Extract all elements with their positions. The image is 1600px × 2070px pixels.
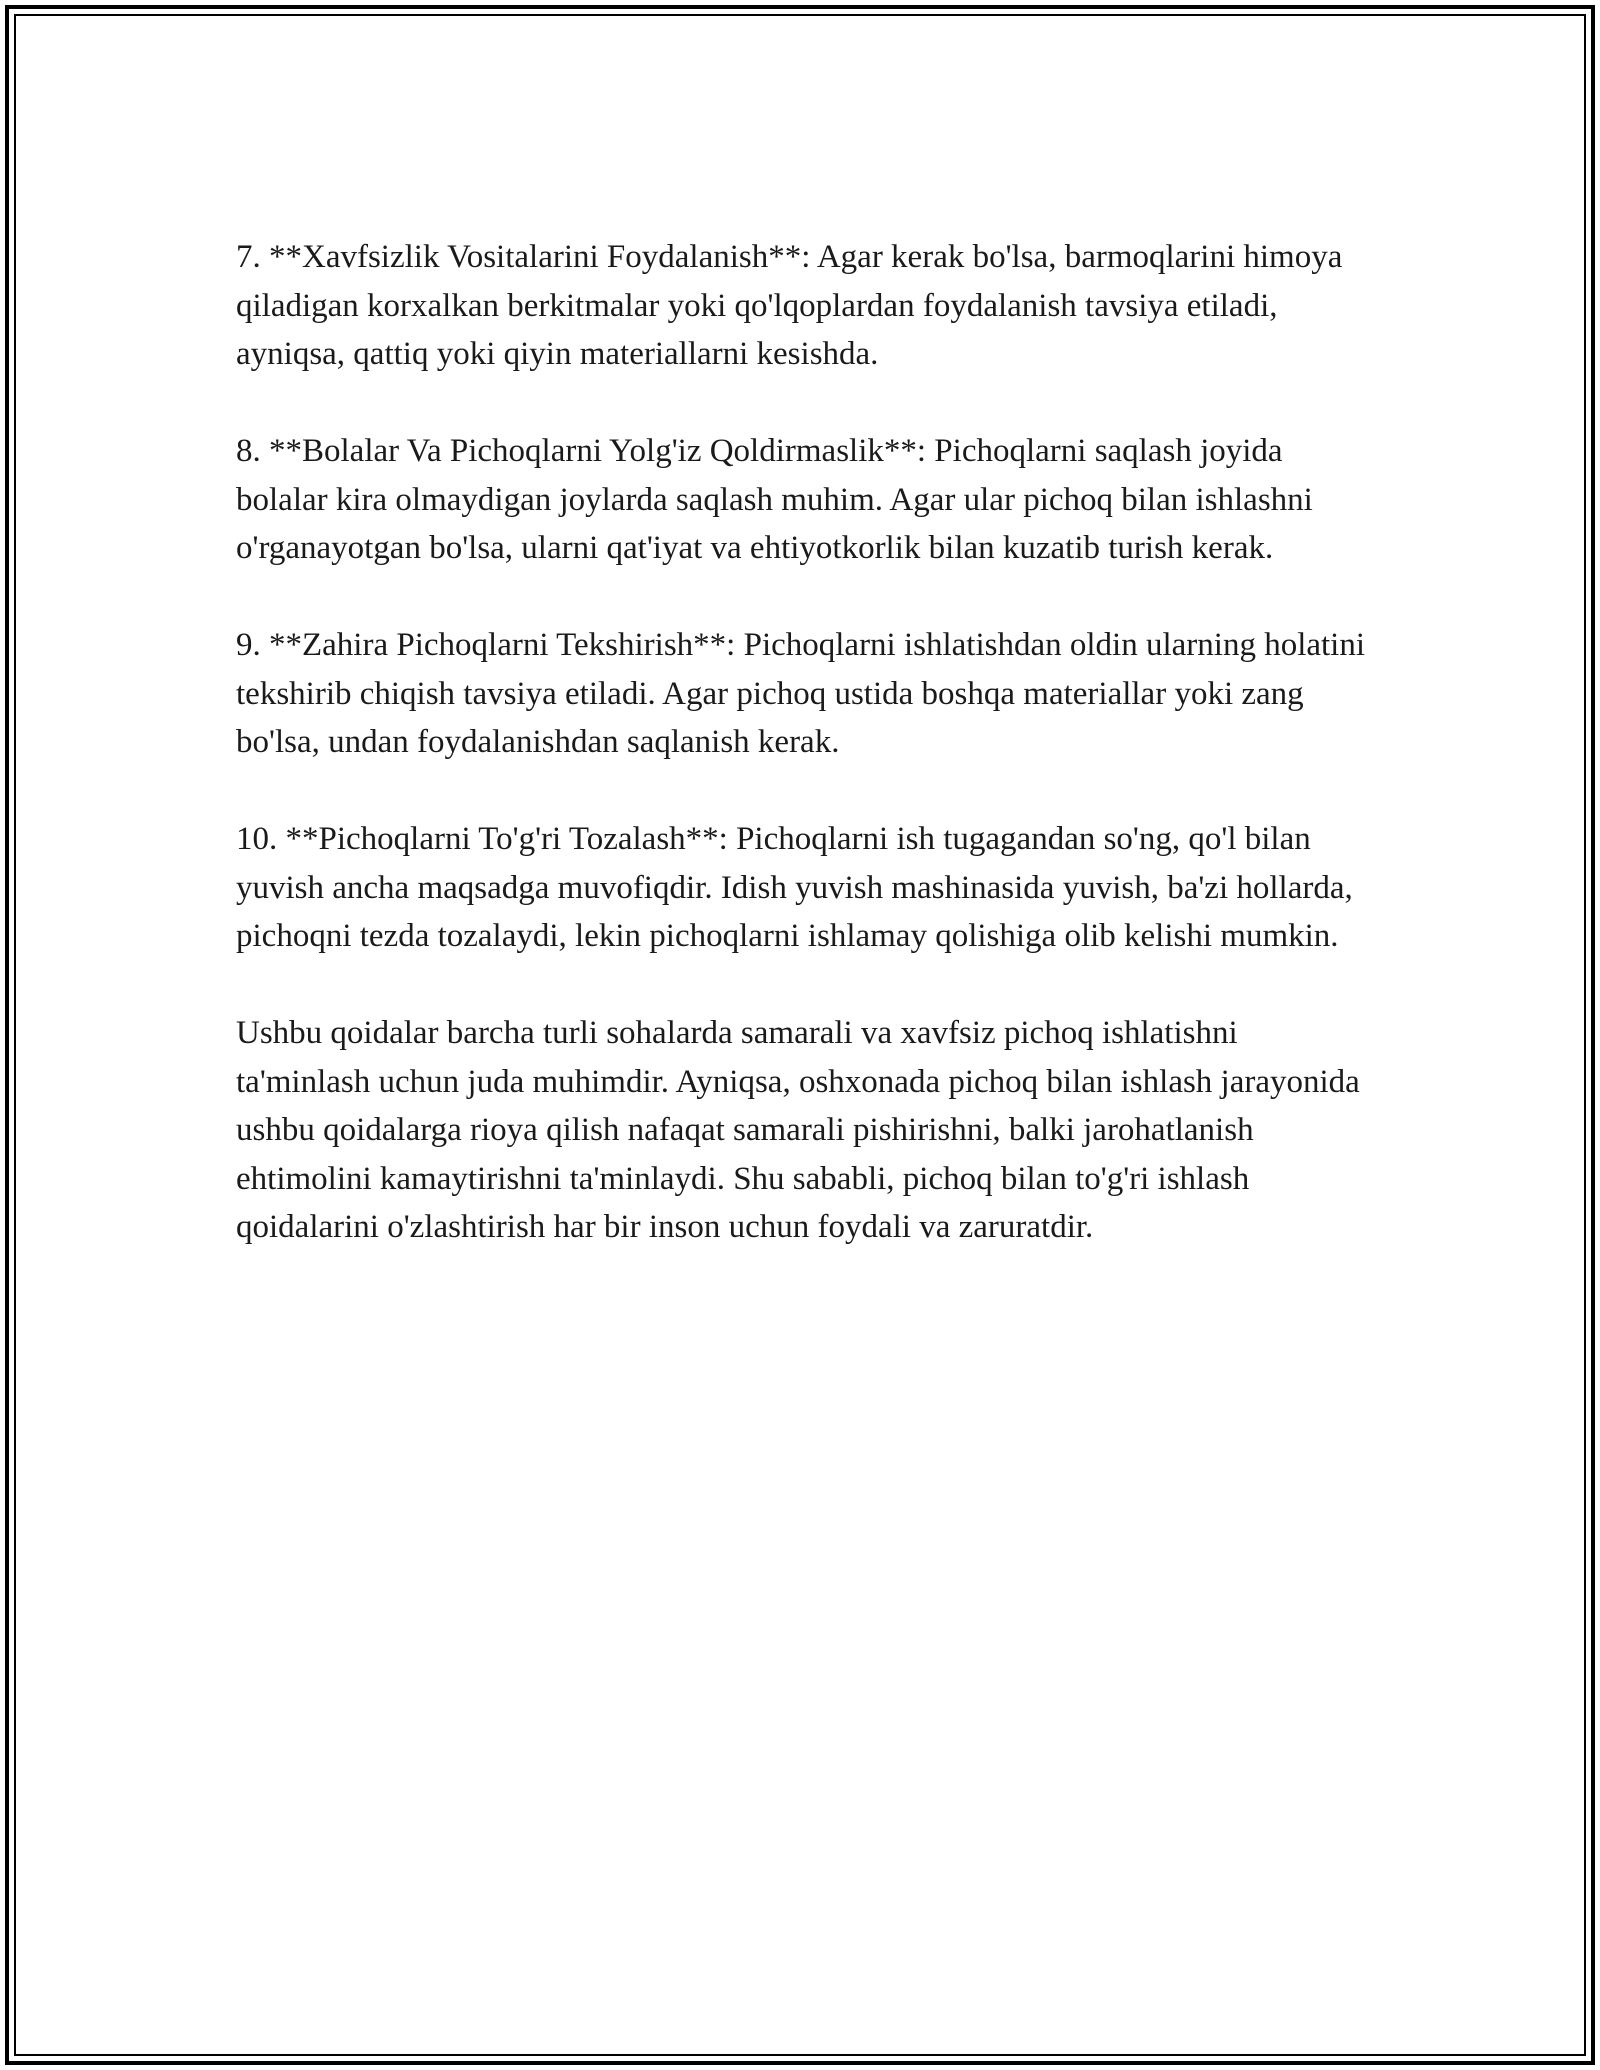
document-body <box>236 233 1376 1300</box>
paragraph-rule-10: 10. **Pichoqlarni To'g'ri Tozalash**: Pichoqlarni ish tugagandan so'ng, qo'l bilan yuvish ancha maqsadga muvofiqdir. Idish yuvish mashinasida yuvish, ba'zi hollarda, pichoqni tezda tozalaydi, lekin pichoqlarni ishlamay qolishiga olib kelishi mumkin. <box>236 821 1353 954</box>
paragraph-rule-8: 8. **Bolalar Va Pichoqlarni Yolg'iz Qoldirmaslik**: Pichoqlarni saqlash joyida bolalar kira olmaydigan joylarda saqlash muhim. Agar ular pichoq bilan ishlashni o'rganayotgan bo'lsa, ularni qat'iyat va ehtiyotkorlik bilan kuzatib turish kerak. <box>236 433 1313 566</box>
paragraph-rule-7: 7. **Xavfsizlik Vositalarini Foydalanish**: Agar kerak bo'lsa, barmoqlarini himoya qiladigan korxalkan berkitmalar yoki qo'lqoplardan foydalanish tavsiya etiladi, ayniqsa, qattiq yoki qiyin materiallarni kesishda. <box>236 239 1343 372</box>
paragraph-conclusion: Ushbu qoidalar barcha turli sohalarda samarali va xavfsiz pichoq ishlatishni ta'minlash uchun juda muhimdir. Ayniqsa, oshxonada pichoq bilan ishlash jarayonida ushbu qoidalarga rioya qilish nafaqat samarali pishirishni, balki jarohatlanish ehtimolini kamaytirishni ta'minlaydi. Shu sababli, pichoq bilan to'g'ri ishlash qoidalarini o'zlashtirish har bir inson uchun foydali va zaruratdir. <box>236 1015 1360 1245</box>
paragraph-rule-9: 9. **Zahira Pichoqlarni Tekshirish**: Pichoqlarni ishlatishdan oldin ularning holatini tekshirib chiqish tavsiya etiladi. Agar pichoq ustida boshqa materiallar yoki zang bo'lsa, undan foydalanishdan saqlanish kerak. <box>236 627 1366 760</box>
